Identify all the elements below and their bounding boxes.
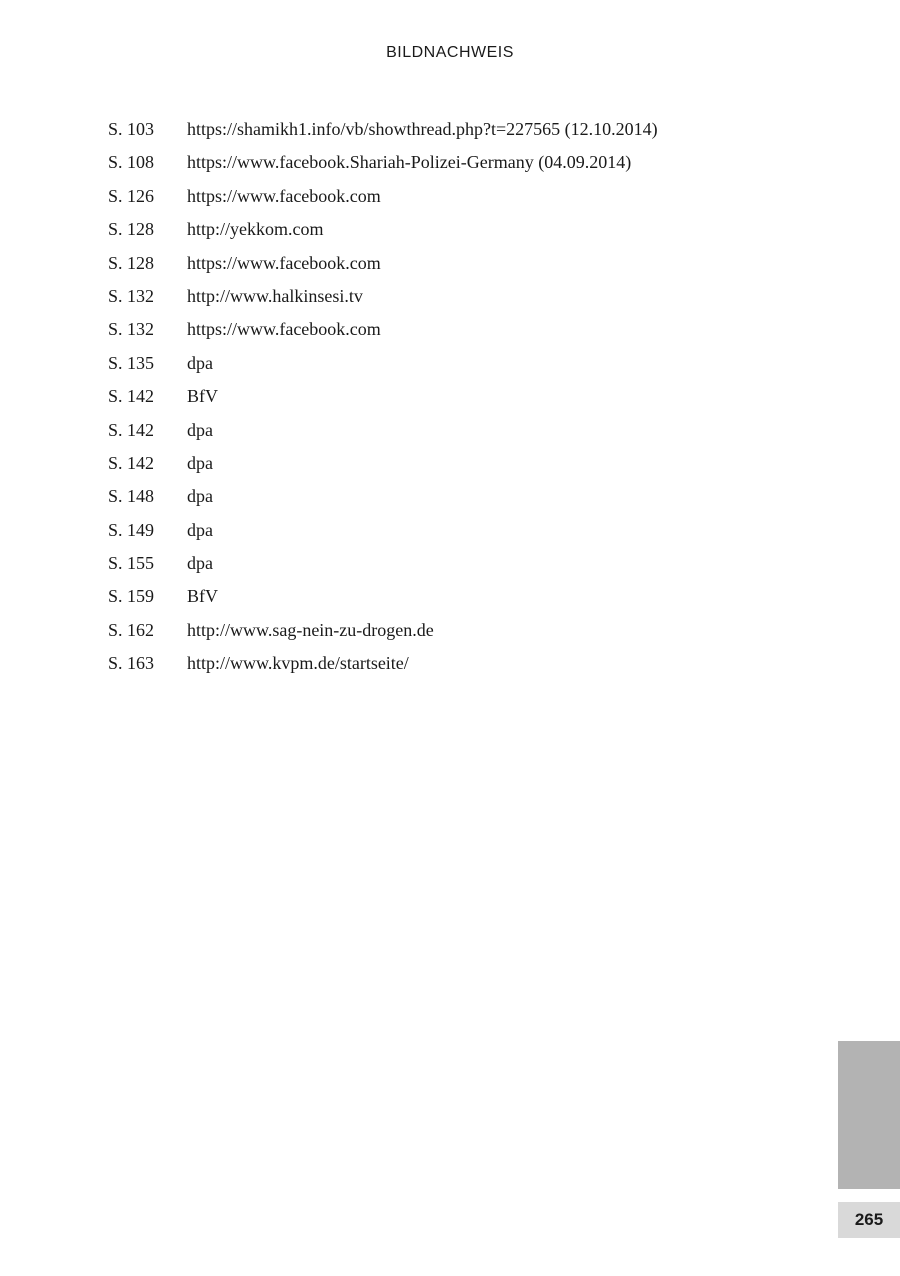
image-source: https://shamikh1.info/vb/showthread.php?t=227565 (12.10.2014) (187, 119, 658, 139)
running-head: BILDNACHWEIS (386, 44, 514, 61)
page-reference: S. 126 (108, 185, 155, 206)
page-reference: S. 128 (108, 219, 155, 240)
credit-row (108, 113, 808, 146)
credit-row (108, 180, 808, 213)
page-reference: S. 108 (108, 152, 155, 173)
image-source: http://www.kvpm.de/startseite/ (187, 653, 409, 674)
page-reference: S. 163 (108, 653, 155, 674)
credit-row (108, 313, 808, 346)
credit-row (108, 580, 808, 613)
image-source: http://www.halkinsesi.tv (187, 285, 363, 306)
image-source: dpa (187, 352, 213, 373)
page-reference: S. 142 (108, 419, 155, 440)
credit-row (108, 614, 808, 647)
credit-row (108, 247, 808, 280)
credit-row (108, 146, 808, 179)
image-source: dpa (187, 419, 213, 440)
page-reference: S. 149 (108, 519, 155, 540)
image-source: dpa (187, 519, 213, 540)
page-reference: S. 148 (108, 486, 155, 507)
credits-list (108, 113, 808, 681)
page-reference: S. 103 (108, 119, 155, 139)
credit-row (108, 447, 808, 480)
image-source: https://www.facebook.com (187, 185, 381, 206)
credit-row (108, 547, 808, 580)
credit-row (108, 414, 808, 447)
image-source: BfV (187, 386, 218, 407)
page-reference: S. 159 (108, 586, 155, 607)
image-source: dpa (187, 452, 213, 473)
credit-row (108, 213, 808, 246)
credit-row (108, 514, 808, 547)
image-source: https://www.facebook.com (187, 319, 381, 340)
credit-row (108, 347, 808, 380)
page-reference: S. 135 (108, 352, 155, 373)
image-source: dpa (187, 486, 213, 507)
page-reference: S. 132 (108, 319, 155, 340)
page-reference: S. 128 (108, 252, 155, 273)
credit-row (108, 647, 808, 680)
image-source: dpa (187, 553, 213, 574)
page-reference: S. 155 (108, 553, 155, 574)
image-source: http://www.sag-nein-zu-drogen.de (187, 619, 434, 640)
image-source: http://yekkom.com (187, 219, 324, 240)
image-source: https://www.facebook.Shariah-Polizei-Germany (04.09.2014) (187, 152, 632, 173)
credit-row (108, 280, 808, 313)
thumb-index-tab (838, 1041, 900, 1189)
credit-row (108, 380, 808, 413)
page-reference: S. 142 (108, 452, 155, 473)
image-source: https://www.facebook.com (187, 252, 381, 273)
page-reference: S. 162 (108, 619, 155, 640)
page-reference: S. 142 (108, 386, 155, 407)
page-reference: S. 132 (108, 285, 155, 306)
credit-row (108, 480, 808, 513)
image-source: BfV (187, 586, 218, 607)
page-number: 265 (838, 1202, 900, 1238)
